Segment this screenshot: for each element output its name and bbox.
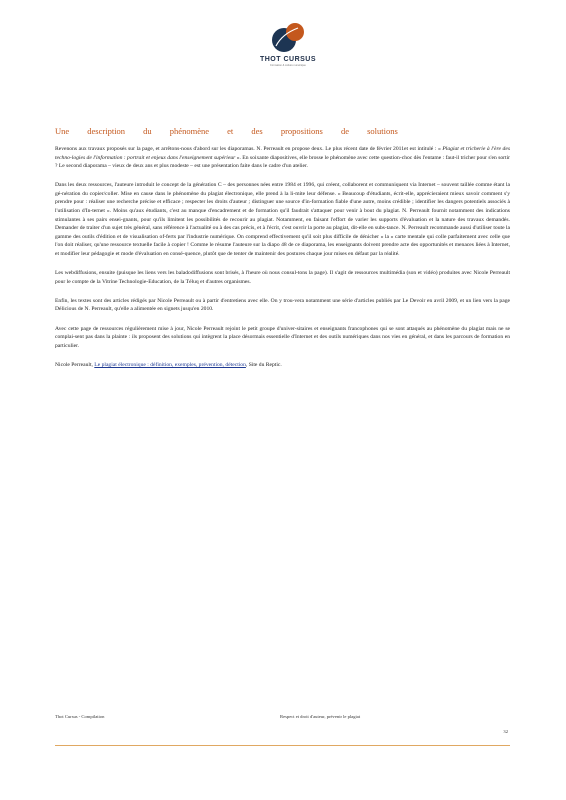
document-body [55, 145, 510, 380]
section-title: Une description du phénomène et des propositions de solutions [55, 126, 398, 136]
footer-left: Thot Cursus - Compilation [55, 714, 105, 719]
paragraph-1-title: Plagiat et tricherie à l'ère des techno-logies de l'information : portrait et enjeux dans l'enseignement supérieur [55, 146, 510, 161]
resource-link[interactable]: Le plagiat électronique : définition, exemples, prévention, détection [94, 361, 246, 368]
paragraph-1-text-b: ». En soixante diapositives, elle brosse le phénomène avec cette question-choc dès l'entame : faut-il tricher pour s'en sortir ? Le second diaporama – vieux de deux ans et plus modeste – est une présentation faite dans le cadre d'un atelier. [55, 154, 510, 170]
paragraph-1 [55, 145, 510, 171]
logo [258, 20, 318, 67]
paragraph-6-text-a: Nicole Perreault, [55, 361, 95, 368]
paragraph-6-text-b: , Site du Reptic. [245, 361, 282, 368]
paragraph-5: Avec cette page de ressources régulièrement mise à jour, Nicole Perreault rejoint le petit groupe d'univer-sitaires et enseignants francophones qui se sont attaqués au phénomène du plagiat mais ne se complai-sent pas dans la plainte : ils proposent des solutions qui intègrent la place désormais essentielle d'Internet et des outils numériques dans nos vies en général, et dans les parcours de formation en particulier. [55, 325, 510, 349]
paragraph-4: Enfin, les textes sont des articles rédigés par Nicole Perreault ou à partir d'entretiens avec elle. On y trou-vera notamment une série d'articles publiés par Le Devoir en avril 2009, et un lien vers la page Délicious de N. Perreault, qu'elle a alimentée en signets jusqu'en 2010. [55, 297, 510, 313]
paragraph-3: Les webdiffusions, ensuite (puisque les liens vers les baladodiffusions sont brisés, à l'heure où nous consul-tons la page). Il s'agit de ressources multimédia (son et vidéo) produites avec Nicole Perreault pour le compte de la Vitrine Technologie-Education, de la Téluq et d'autres organismes. [55, 270, 510, 285]
logo-tagline: Formation & culture numérique [270, 64, 306, 67]
logo-mark-icon [268, 20, 308, 54]
paragraph-2: Dans les deux ressources, l'auteure introduit le concept de la génération C – des personnes nées entre 1984 et 1996, qui créent, collaborent et communiquent via Internet – souvent taillée comme étant la gé-nération du copier/coller. Mise en cause dans le phénomène du plagiat électronique, elle prend à la li-mite leur défense. « Beaucoup d'étudiants, écrit-elle, apprécieraient mieux savoir comment s'y prendre pour : réaliser une recherche précise et efficace ; respecter les droits d'auteur ; distinguer une source d'in-formation fiable d'une autre, moins crédible ; identifier les dangers potentiels associés à l'utilisation d'In-ternet ». Moins qu'aux étudiants, c'est au manque d'encadrement et de formation qu'il faudrait s'attaquer pour venir à bout du plagiat. N. Perreault fournit notamment des indications stimulantes à ses pairs ensei-gnants, pour qu'ils limitent les possibilités de recourir au plagiat. Notamment, en faisant l'effort de varier les supports d'évaluation et la nature des travaux demandés. Demander de traiter d'un sujet très général, sans référence à l'actualité ou à des cas précis, et à l'écrit, c'est ouvrir la porte au plagiat, dit-elle en subs-tance. N. Perreault recommande aussi d'utiliser toute la gamme des outils d'édition et de visualisation of-ferts par l'industrie numérique. On comprend effectivement qu'il soit plus difficile de dénicher « la » carte mentale qui colle parfaitement avec celle que l'on doit réaliser, qu'une ressource textuelle facile à copier ! Comme le résume l'auteure sur la diapo 48 de ce diaporama, les enseignants doivent prendre acte des opportunités et menaces liées à Internet, et modifier leur pédagogie et mode d'évaluation en consé-quence, plutôt que de tenter de maintenir des postures chaque jour mises en défaut par la réalité. [55, 182, 510, 258]
footer-middle: Respect et droit d'auteur, prévenir le plagiat [280, 714, 361, 719]
footer-divider [55, 745, 510, 746]
paragraph-1-text-a: Revenons aux travaux proposés sur la page, et arrêtons-nous d'abord sur les diaporamas. N. Perreault en propose deux. Le plus récent date de février 2011et est intitulé : « [55, 146, 443, 152]
page-number: 32 [503, 729, 508, 734]
paragraph-6 [55, 361, 510, 370]
logo-brand: THOT CURSUS [259, 56, 317, 63]
